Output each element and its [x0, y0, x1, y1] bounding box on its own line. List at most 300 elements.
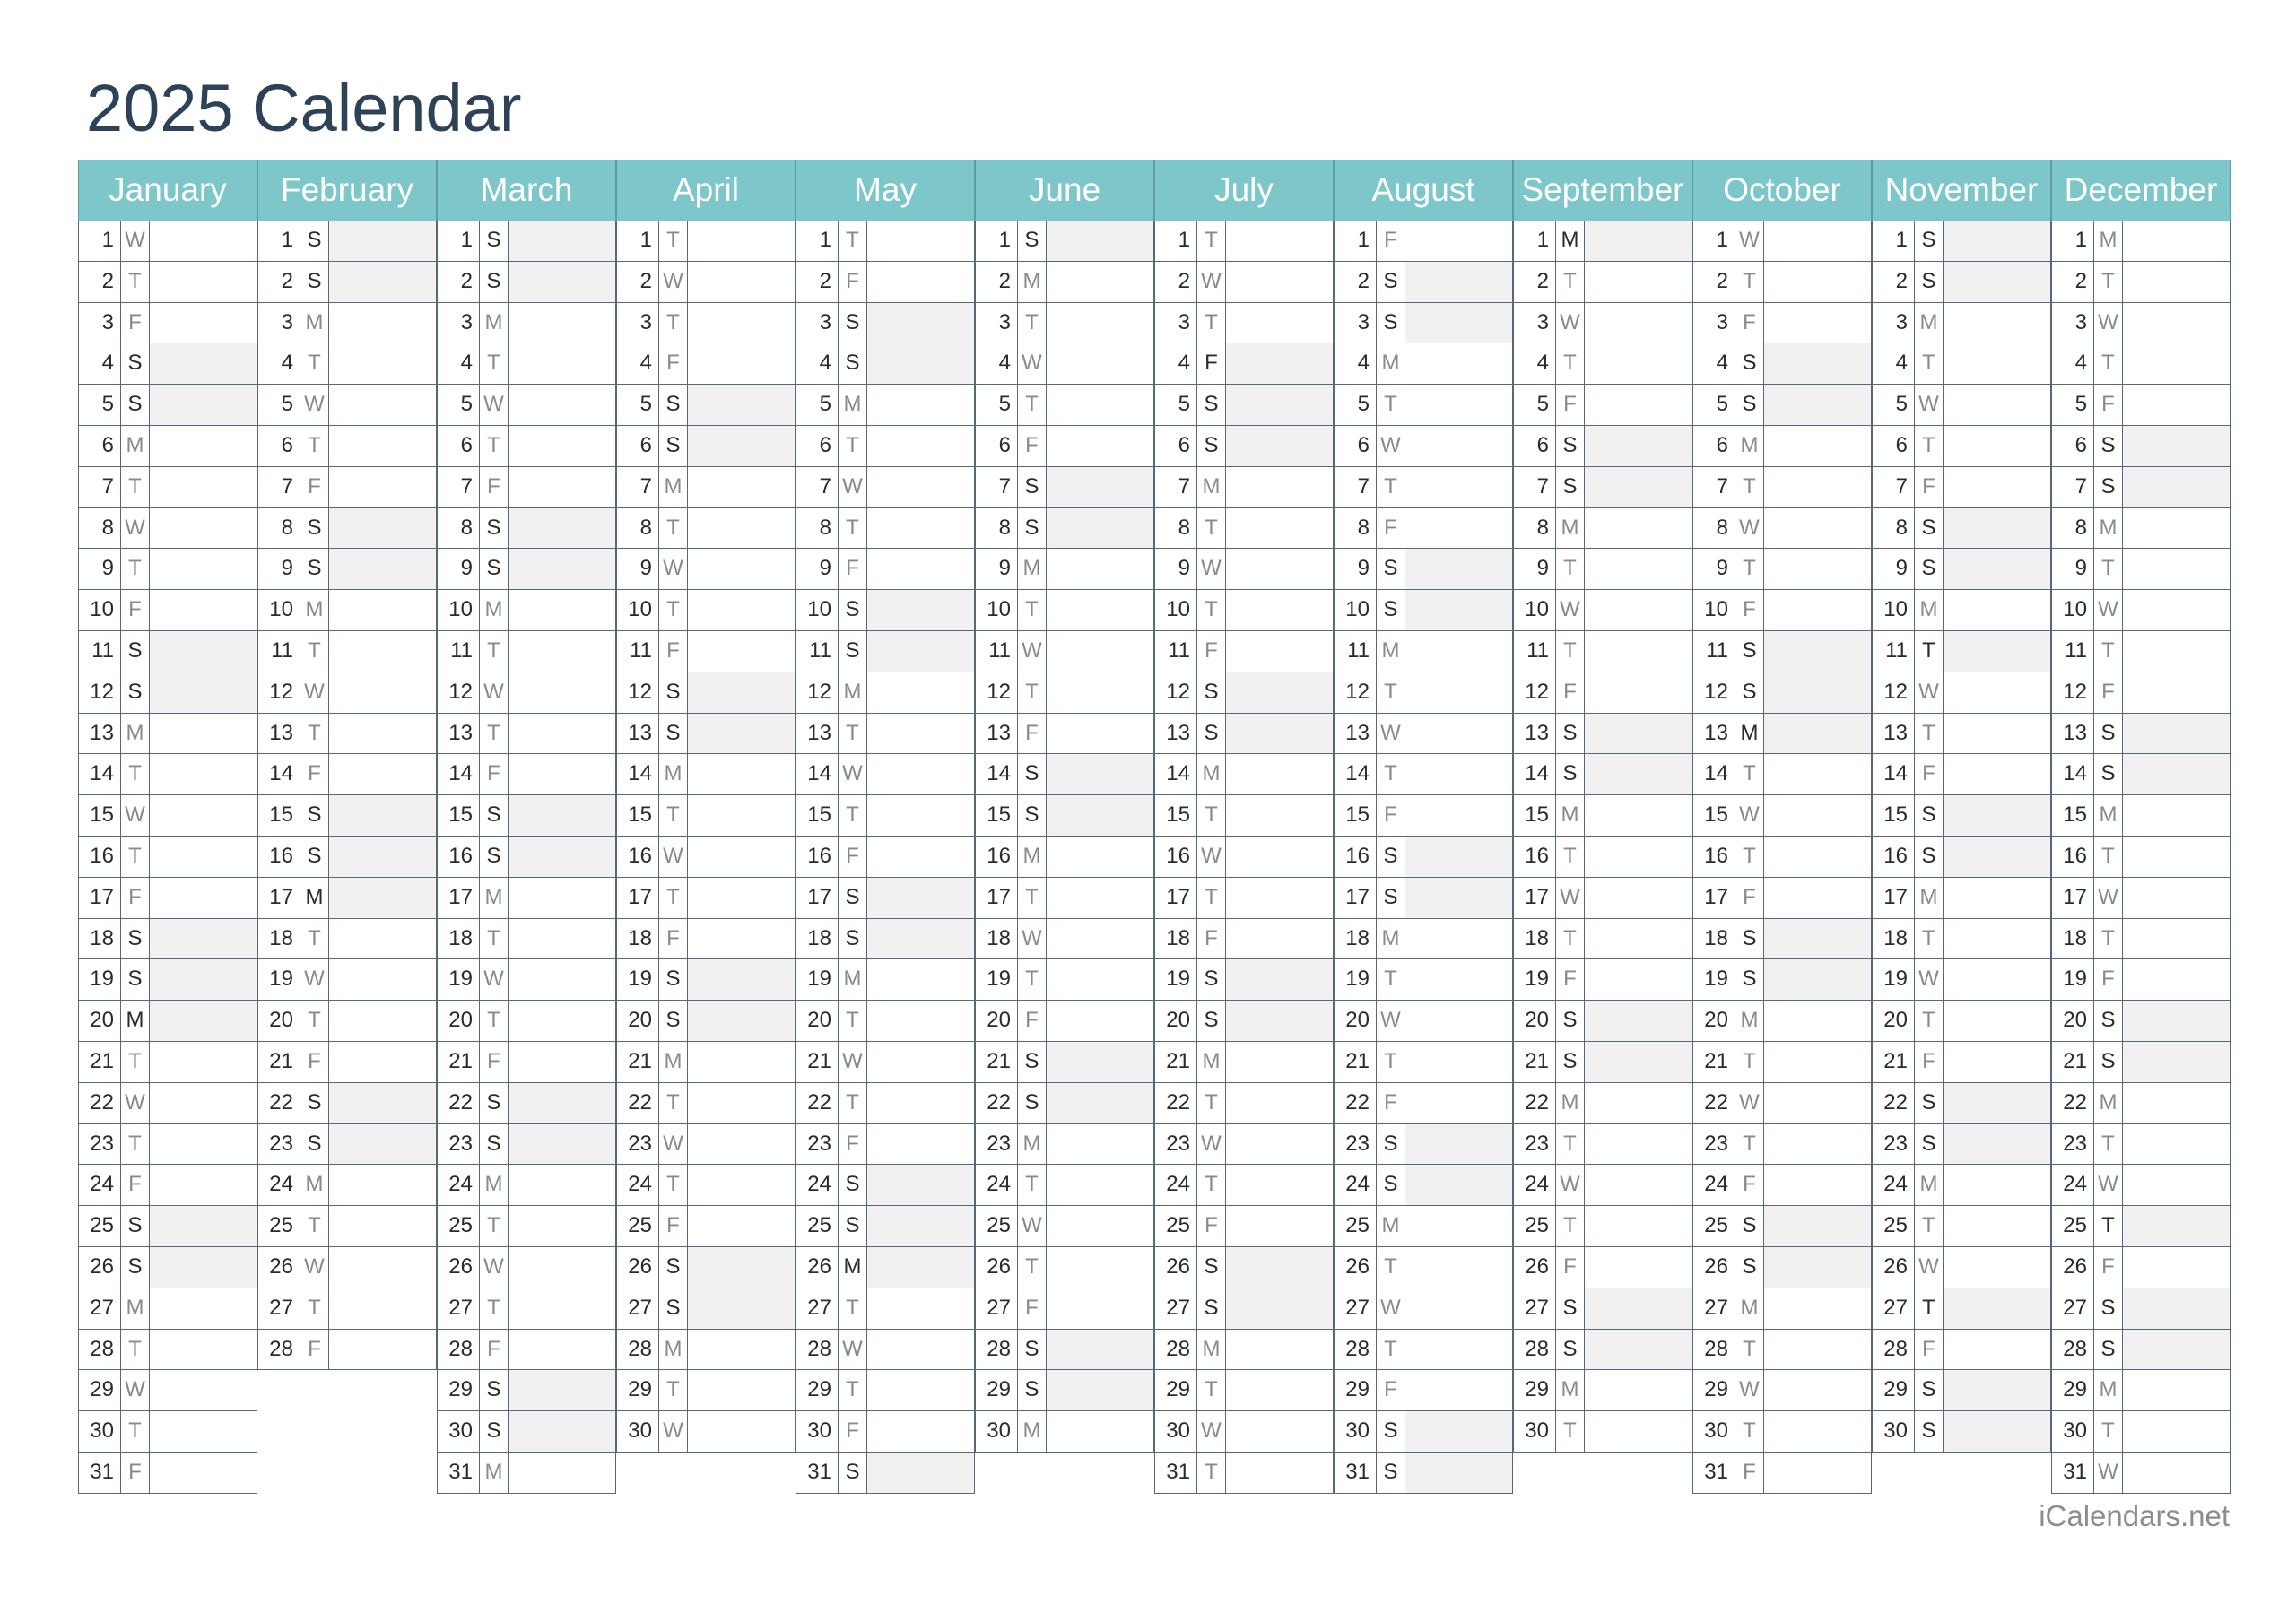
day-row	[1154, 1001, 1334, 1042]
day-number: 11	[796, 631, 839, 672]
day-number: 15	[1873, 795, 1915, 836]
day-row	[78, 1042, 257, 1083]
day-number: 14	[2052, 754, 2094, 794]
day-number: 23	[1514, 1124, 1556, 1165]
weekday-letter: M	[1018, 1124, 1047, 1165]
note-cell	[1405, 426, 1512, 466]
note-cell	[1047, 467, 1153, 507]
day-row	[1513, 1330, 1692, 1371]
day-number: 5	[796, 385, 839, 425]
weekday-letter: S	[300, 508, 329, 549]
weekday-letter: W	[1735, 795, 1764, 836]
day-row	[616, 1330, 796, 1371]
note-cell	[1764, 1165, 1871, 1205]
day-number: 15	[976, 795, 1018, 836]
day-row	[78, 467, 257, 508]
weekday-letter: S	[300, 221, 329, 261]
day-number: 5	[1873, 385, 1915, 425]
note-cell	[1047, 714, 1153, 754]
day-number: 28	[1693, 1330, 1735, 1370]
day-number: 1	[1514, 221, 1556, 261]
day-number: 20	[258, 1001, 300, 1041]
weekday-letter: W	[1197, 262, 1226, 302]
weekday-letter: T	[1556, 837, 1585, 877]
day-number: 28	[79, 1330, 121, 1370]
day-row	[616, 467, 796, 508]
day-number: 24	[258, 1165, 300, 1205]
note-cell	[509, 508, 615, 549]
day-row	[78, 1165, 257, 1206]
day-number: 6	[1514, 426, 1556, 466]
note-cell	[329, 714, 436, 754]
weekday-letter: S	[2094, 754, 2123, 794]
day-number: 22	[1514, 1083, 1556, 1123]
weekday-letter: F	[1018, 426, 1047, 466]
weekday-letter: F	[300, 1330, 329, 1370]
note-cell	[1047, 549, 1153, 589]
day-number: 16	[1514, 837, 1556, 877]
note-cell	[1764, 959, 1871, 1000]
day-row	[1513, 508, 1692, 550]
day-number: 26	[79, 1247, 121, 1288]
day-row	[975, 385, 1154, 426]
note-cell	[1764, 1206, 1871, 1246]
day-number: 24	[1155, 1165, 1197, 1205]
day-number: 20	[1693, 1001, 1735, 1041]
note-cell	[329, 1330, 436, 1370]
note-cell	[329, 1165, 436, 1205]
weekday-letter: F	[121, 590, 150, 630]
note-cell	[1764, 878, 1871, 918]
weekday-letter: T	[1197, 1370, 1226, 1410]
weekday-letter: M	[121, 1288, 150, 1329]
weekday-letter: S	[300, 795, 329, 836]
note-cell	[509, 549, 615, 589]
day-number: 28	[976, 1330, 1018, 1370]
note-cell	[1944, 878, 2050, 918]
day-row	[257, 1001, 437, 1042]
weekday-letter: S	[1197, 959, 1226, 1000]
month-column-august	[1334, 160, 1513, 1484]
note-cell	[867, 1083, 974, 1123]
day-row	[1692, 1330, 1872, 1371]
note-cell	[867, 1330, 974, 1370]
note-cell	[1764, 837, 1871, 877]
weekday-letter: F	[839, 837, 867, 877]
note-cell	[150, 426, 257, 466]
day-number: 14	[258, 754, 300, 794]
note-cell	[1585, 1288, 1692, 1329]
weekday-letter: T	[300, 1206, 329, 1246]
day-number: 1	[796, 221, 839, 261]
weekday-letter: T	[300, 1001, 329, 1041]
day-row	[1513, 959, 1692, 1001]
weekday-letter: T	[659, 878, 688, 918]
day-row	[78, 672, 257, 714]
day-number: 27	[2052, 1288, 2094, 1329]
note-cell	[1047, 1001, 1153, 1041]
weekday-letter: F	[839, 1411, 867, 1452]
day-number: 1	[438, 221, 480, 261]
month-column-november	[1872, 160, 2051, 1444]
month-header: November	[1872, 160, 2051, 221]
day-row	[437, 714, 616, 755]
note-cell	[509, 1124, 615, 1165]
day-row	[1692, 303, 1872, 344]
note-cell	[509, 385, 615, 425]
weekday-letter: T	[121, 1330, 150, 1370]
weekday-letter: M	[480, 590, 509, 630]
day-number: 1	[258, 221, 300, 261]
day-number: 10	[976, 590, 1018, 630]
day-row	[796, 1001, 975, 1042]
note-cell	[1764, 672, 1871, 713]
day-number: 22	[1693, 1083, 1735, 1123]
note-cell	[1226, 1165, 1333, 1205]
weekday-letter: T	[1018, 590, 1047, 630]
note-cell	[329, 508, 436, 549]
weekday-letter: T	[1556, 1206, 1585, 1246]
day-row	[616, 795, 796, 837]
day-number: 8	[79, 508, 121, 549]
note-cell	[1405, 1370, 1512, 1410]
day-row	[1154, 1411, 1334, 1453]
day-row	[78, 1411, 257, 1453]
day-row	[1513, 1288, 1692, 1330]
note-cell	[150, 508, 257, 549]
day-row	[257, 1330, 437, 1371]
note-cell	[329, 549, 436, 589]
note-cell	[1226, 837, 1333, 877]
weekday-letter: F	[1377, 795, 1405, 836]
day-row	[1334, 221, 1513, 262]
note-cell	[1764, 590, 1871, 630]
day-row	[616, 221, 796, 262]
day-row	[437, 1124, 616, 1166]
day-row	[78, 714, 257, 755]
day-number: 13	[79, 714, 121, 754]
day-number: 24	[1514, 1165, 1556, 1205]
note-cell	[867, 919, 974, 959]
day-row	[257, 1083, 437, 1124]
month-column-december	[2051, 160, 2231, 1484]
note-cell	[329, 1206, 436, 1246]
day-row	[1872, 1411, 2051, 1453]
weekday-letter: F	[659, 631, 688, 672]
weekday-letter: M	[839, 672, 867, 713]
weekday-letter: S	[1018, 1370, 1047, 1410]
note-cell	[1585, 837, 1692, 877]
day-number: 20	[1155, 1001, 1197, 1041]
note-cell	[688, 1330, 795, 1370]
weekday-letter: S	[1915, 1370, 1944, 1410]
day-row	[1154, 343, 1334, 385]
weekday-letter: F	[1197, 1206, 1226, 1246]
weekday-letter: W	[1377, 1288, 1405, 1329]
day-number: 7	[258, 467, 300, 507]
day-number: 22	[438, 1083, 480, 1123]
weekday-letter: W	[121, 1083, 150, 1123]
note-cell	[1764, 508, 1871, 549]
note-cell	[1226, 959, 1333, 1000]
weekday-letter: M	[659, 1330, 688, 1370]
month-header: December	[2051, 160, 2231, 221]
day-number: 14	[617, 754, 659, 794]
day-number: 11	[1873, 631, 1915, 672]
day-number: 25	[438, 1206, 480, 1246]
day-row	[1334, 1288, 1513, 1330]
note-cell	[1047, 1247, 1153, 1288]
weekday-letter: S	[1018, 1083, 1047, 1123]
day-number: 20	[796, 1001, 839, 1041]
weekday-letter: T	[1735, 1042, 1764, 1082]
note-cell	[1047, 1124, 1153, 1165]
day-number: 27	[617, 1288, 659, 1329]
note-cell	[1405, 1042, 1512, 1082]
note-cell	[150, 1124, 257, 1165]
note-cell	[2123, 262, 2230, 302]
day-number: 7	[79, 467, 121, 507]
note-cell	[1944, 1330, 2050, 1370]
day-row	[437, 795, 616, 837]
day-row	[975, 754, 1154, 795]
day-row	[257, 385, 437, 426]
day-row	[975, 919, 1154, 960]
weekday-letter: W	[1018, 631, 1047, 672]
note-cell	[1405, 1165, 1512, 1205]
weekday-letter: T	[839, 795, 867, 836]
day-number: 30	[1873, 1411, 1915, 1452]
day-number: 20	[1335, 1001, 1377, 1041]
day-row	[2051, 508, 2231, 550]
weekday-letter: T	[1915, 426, 1944, 466]
weekday-letter: T	[2094, 631, 2123, 672]
day-number: 2	[258, 262, 300, 302]
day-row	[796, 303, 975, 344]
day-number: 27	[79, 1288, 121, 1329]
weekday-letter: M	[1556, 221, 1585, 261]
day-number: 12	[438, 672, 480, 713]
weekday-letter: T	[300, 1288, 329, 1329]
day-row	[1154, 262, 1334, 303]
day-number: 12	[1514, 672, 1556, 713]
day-number: 17	[1873, 878, 1915, 918]
day-row	[78, 1247, 257, 1288]
note-cell	[1764, 549, 1871, 589]
day-number: 25	[1873, 1206, 1915, 1246]
day-row	[78, 631, 257, 672]
note-cell	[688, 878, 795, 918]
weekday-letter: T	[1915, 714, 1944, 754]
note-cell	[1226, 1001, 1333, 1041]
weekday-letter: W	[300, 1247, 329, 1288]
note-cell	[150, 262, 257, 302]
day-row	[796, 221, 975, 262]
note-cell	[1764, 919, 1871, 959]
weekday-letter: F	[300, 1042, 329, 1082]
day-row	[1334, 714, 1513, 755]
day-number: 27	[258, 1288, 300, 1329]
day-row	[975, 878, 1154, 919]
day-number: 20	[2052, 1001, 2094, 1041]
weekday-letter: S	[659, 1247, 688, 1288]
day-number: 11	[79, 631, 121, 672]
day-number: 8	[976, 508, 1018, 549]
day-number: 9	[1693, 549, 1735, 589]
weekday-letter: S	[1915, 837, 1944, 877]
weekday-letter: S	[1197, 385, 1226, 425]
day-row	[616, 343, 796, 385]
note-cell	[688, 1288, 795, 1329]
day-number: 26	[1155, 1247, 1197, 1288]
day-row	[2051, 1042, 2231, 1083]
day-number: 4	[2052, 343, 2094, 384]
weekday-letter: T	[1556, 549, 1585, 589]
day-number: 29	[796, 1370, 839, 1410]
day-number: 30	[2052, 1411, 2094, 1452]
month-header: January	[78, 160, 257, 221]
day-row	[2051, 959, 2231, 1001]
weekday-letter: W	[1735, 1370, 1764, 1410]
day-row	[78, 385, 257, 426]
weekday-letter: W	[480, 385, 509, 425]
note-cell	[1405, 590, 1512, 630]
note-cell	[1226, 1042, 1333, 1082]
day-number: 3	[1155, 303, 1197, 343]
day-number: 7	[1873, 467, 1915, 507]
weekday-letter: S	[1915, 221, 1944, 261]
note-cell	[1405, 1206, 1512, 1246]
note-cell	[1047, 1165, 1153, 1205]
day-number: 5	[1514, 385, 1556, 425]
day-number: 18	[976, 919, 1018, 959]
day-number: 5	[1693, 385, 1735, 425]
day-row	[1513, 754, 1692, 795]
note-cell	[688, 1042, 795, 1082]
weekday-letter: T	[1556, 1124, 1585, 1165]
day-row	[78, 590, 257, 631]
day-number: 24	[1335, 1165, 1377, 1205]
note-cell	[150, 343, 257, 384]
weekday-letter: M	[1197, 754, 1226, 794]
day-number: 13	[617, 714, 659, 754]
weekday-letter: W	[121, 508, 150, 549]
note-cell	[867, 1453, 974, 1493]
weekday-letter: S	[659, 959, 688, 1000]
note-cell	[867, 221, 974, 261]
note-cell	[688, 426, 795, 466]
day-number: 17	[976, 878, 1018, 918]
note-cell	[1585, 959, 1692, 1000]
day-row	[1513, 837, 1692, 878]
day-number: 16	[1873, 837, 1915, 877]
day-row	[1334, 385, 1513, 426]
note-cell	[150, 1288, 257, 1329]
note-cell	[329, 1042, 436, 1082]
day-number: 4	[258, 343, 300, 384]
day-row	[1692, 631, 1872, 672]
day-row	[1154, 385, 1334, 426]
weekday-letter: W	[300, 672, 329, 713]
day-row	[975, 1165, 1154, 1206]
note-cell	[509, 878, 615, 918]
day-number: 19	[617, 959, 659, 1000]
note-cell	[2123, 837, 2230, 877]
weekday-letter: F	[1735, 590, 1764, 630]
day-row	[1334, 754, 1513, 795]
day-number: 8	[1693, 508, 1735, 549]
note-cell	[2123, 1411, 2230, 1452]
note-cell	[329, 1124, 436, 1165]
day-row	[2051, 262, 2231, 303]
weekday-letter: T	[659, 221, 688, 261]
note-cell	[2123, 508, 2230, 549]
day-row	[1692, 385, 1872, 426]
weekday-letter: S	[480, 262, 509, 302]
weekday-letter: W	[1556, 878, 1585, 918]
day-number: 26	[1335, 1247, 1377, 1288]
day-number: 17	[79, 878, 121, 918]
day-number: 17	[796, 878, 839, 918]
day-number: 19	[2052, 959, 2094, 1000]
note-cell	[867, 1206, 974, 1246]
day-number: 8	[1155, 508, 1197, 549]
weekday-letter: S	[1018, 754, 1047, 794]
note-cell	[688, 1370, 795, 1410]
day-row	[437, 754, 616, 795]
day-row	[1872, 590, 2051, 631]
day-row	[2051, 467, 2231, 508]
note-cell	[150, 1042, 257, 1082]
day-row	[1154, 795, 1334, 837]
note-cell	[329, 1288, 436, 1329]
note-cell	[1226, 754, 1333, 794]
day-row	[2051, 1330, 2231, 1371]
note-cell	[329, 221, 436, 261]
weekday-letter: M	[659, 467, 688, 507]
day-number: 26	[1514, 1247, 1556, 1288]
note-cell	[509, 1288, 615, 1329]
note-cell	[2123, 795, 2230, 836]
day-number: 10	[1873, 590, 1915, 630]
weekday-letter: F	[1377, 1083, 1405, 1123]
day-row	[437, 1247, 616, 1288]
note-cell	[1585, 1042, 1692, 1082]
weekday-letter: F	[480, 1330, 509, 1370]
note-cell	[867, 385, 974, 425]
day-number: 18	[258, 919, 300, 959]
note-cell	[1764, 1453, 1871, 1493]
weekday-letter: M	[121, 1001, 150, 1041]
note-cell	[509, 1083, 615, 1123]
note-cell	[2123, 1247, 2230, 1288]
day-number: 31	[2052, 1453, 2094, 1493]
note-cell	[867, 508, 974, 549]
day-number: 26	[796, 1247, 839, 1288]
note-cell	[688, 1411, 795, 1452]
weekday-letter: M	[480, 303, 509, 343]
month-column-march	[437, 160, 616, 1484]
day-row	[1872, 1247, 2051, 1288]
day-number: 29	[79, 1370, 121, 1410]
day-number: 15	[2052, 795, 2094, 836]
note-cell	[1585, 1165, 1692, 1205]
note-cell	[150, 837, 257, 877]
weekday-letter: M	[2094, 795, 2123, 836]
day-number: 7	[617, 467, 659, 507]
day-row	[796, 837, 975, 878]
note-cell	[150, 1453, 257, 1493]
